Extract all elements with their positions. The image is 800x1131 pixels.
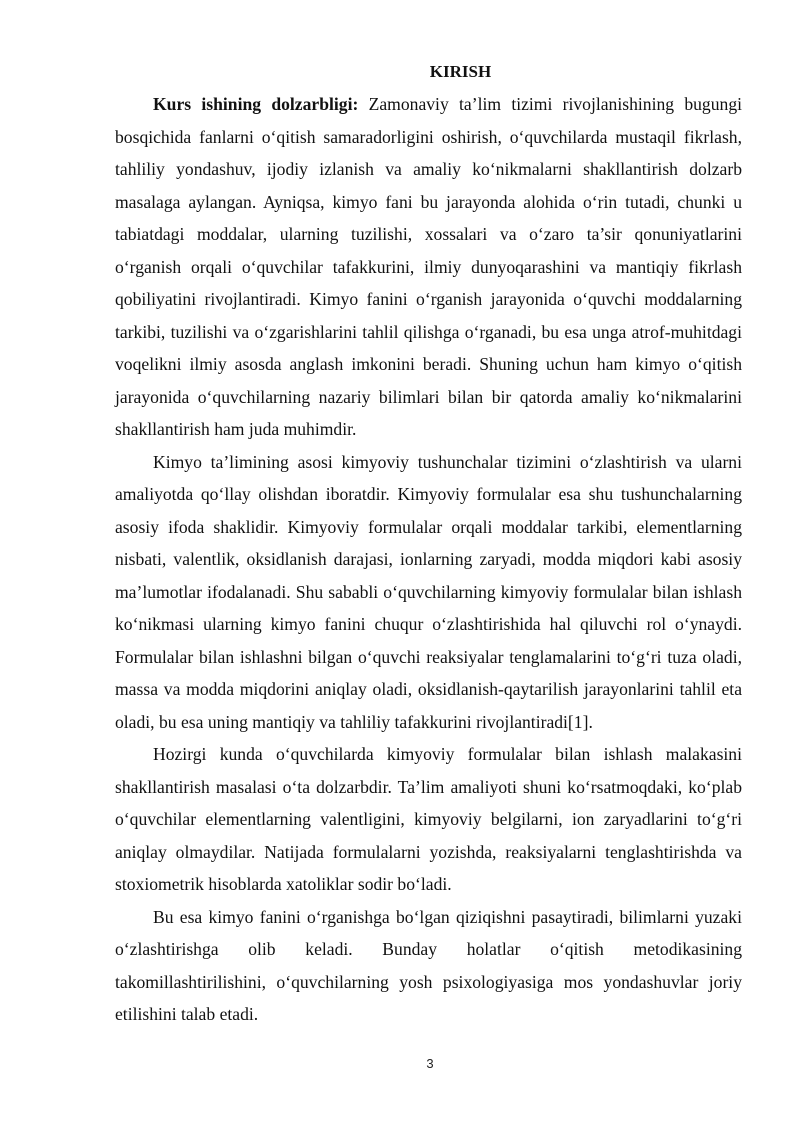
page-number: 3 — [426, 1056, 434, 1071]
document-page — [115, 56, 742, 1031]
paragraph-formulas: Kimyo ta’limining asosi kimyoviy tushunchalar tizimini o‘zlashtirish va ularni amaliyotda qo‘llay olishdan iboratdir. Kimyoviy formulalar esa shu tushunchalarning asosiy ifoda shaklidir. Kimyoviy formulalar orqali moddalar tarkibi, elementlarning nisbati, valentlik, oksidlanish darajasi, ionlarning zaryadi, modda miqdori kabi asosiy ma’lumotlar ifodalanadi. Shu sababli o‘quvchilarning kimyoviy formulalar bilan ishlash ko‘nikmasi ularning kimyo fanini chuqur o‘zlashtirishida hal qiluvchi rol o‘ynaydi. Formulalar bilan ishlashni bilgan o‘quvchi reaksiyalar tenglamalarini to‘g‘ri tuza oladi, massa va modda miqdorini aniqlay oladi, oksidlanish-qaytarilish jarayonlarini tahlil eta oladi, bu esa uning mantiqiy va tahliliy tafakkurini rivojlantiradi[1]. — [115, 451, 742, 732]
paragraph-lead: Kurs ishining dolzarbligi: — [153, 94, 359, 114]
section-heading: KIRISH — [429, 62, 492, 81]
paragraph-current-state: Hozirgi kunda o‘quvchilarda kimyoviy formulalar bilan ishlash malakasini shakllantirish masalasi o‘ta dolzarbdir. Ta’lim amaliyoti shuni ko‘rsatmoqdaki, ko‘plab o‘quvchilar elementlarning valentligini, kimyoviy belgilarni, ion zaryadlarini to‘g‘ri aniqlay olmaydilar. Natijada formulalarni yozishda, reaksiyalarni tenglashtirishda va stoxiometrik hisoblarda xatoliklar sodir bo‘ladi. — [115, 744, 742, 894]
paragraph-consequences: Bu esa kimyo fanini o‘rganishga bo‘lgan qiziqishni pasaytiradi, bilimlarni yuzaki o‘zlashtirishga olib keladi. Bunday holatlar o‘qitish metodikasining takomillashtirilishini, o‘quvchilarning yosh psixologiyasiga mos yondashuvlar joriy etilishini talab etadi. — [115, 906, 742, 1024]
paragraph-relevance — [115, 88, 742, 446]
paragraph-text: Zamonaviy ta’lim tizimi rivojlanishining bugungi bosqichida fanlarni o‘qitish samaradorligini oshirish, o‘quvchilarda mustaqil fikrlash, tahliliy yondashuv, ijodiy izlanish va amaliy ko‘nikmalarni shakllantirish dolzarb masalaga aylangan. Ayniqsa, kimyo fani bu jarayonda alohida o‘rin tutadi, chunki u tabiatdagi moddalar, ularning tuzilishi, xossalari va o‘zaro ta’sir qonuniyatlarini o‘rganish orqali o‘quvchilar tafakkurini, ilmiy dunyoqarashini va mantiqiy fikrlash qobiliyatini rivojlantiradi. Kimyo fanini o‘rganish jarayonida o‘quvchi moddalarning tarkibi, tuzilishi va o‘zgarishlarini tahlil qilishga o‘rganadi, bu esa unga atrof-muhitdagi voqelikni ilmiy asosda anglash imkonini beradi. Shuning uchun ham kimyo o‘qitish jarayonida o‘quvchilarning nazariy bilimlari bilan bir qatorda amaliy ko‘nikmalarini shakllantirish ham juda muhimdir. — [115, 94, 743, 439]
